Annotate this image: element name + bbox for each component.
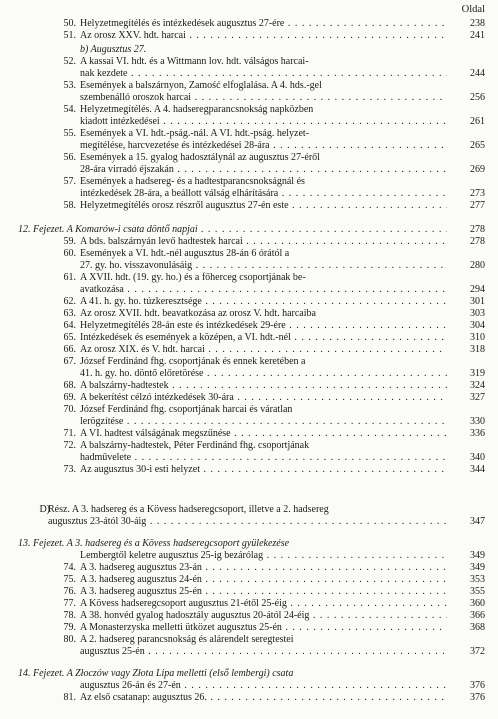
toc-line bbox=[52, 332, 485, 344]
entry-title: A 38. honvéd gyalog hadosztály augusztus 20-ától 24-éig . . . bbox=[80, 610, 447, 622]
page-number: 318 bbox=[470, 344, 485, 355]
entry-number: 68. bbox=[63, 380, 76, 391]
toc-line bbox=[52, 200, 485, 212]
entry-title: hadművelete . . . bbox=[80, 452, 447, 464]
entry-title: Események a VI. hdt.-pság.-nál. A VI. hdt.-pság. helyzet- bbox=[80, 128, 310, 139]
toc-line bbox=[52, 176, 485, 188]
page-number: 241 bbox=[470, 30, 485, 41]
toc-line bbox=[52, 140, 485, 152]
page-number: 280 bbox=[470, 260, 485, 271]
entry-number: 61. bbox=[63, 272, 76, 283]
entry-number: 70. bbox=[63, 404, 76, 415]
page-number: 265 bbox=[470, 140, 485, 151]
toc-line bbox=[52, 464, 485, 476]
entry-title: Helyzetmegítélés orosz részről augusztus 27-én este . . . bbox=[80, 200, 447, 212]
page-number: 355 bbox=[470, 586, 485, 597]
entry-number: 58. bbox=[63, 200, 76, 211]
toc-line bbox=[52, 622, 485, 634]
page-number: 303 bbox=[470, 308, 485, 319]
page-number: 360 bbox=[470, 598, 485, 609]
entry-title: A 3. hadsereg augusztus 23-án . . . bbox=[80, 562, 447, 574]
entry-number: 64. bbox=[63, 320, 76, 331]
entry-title: augusztus 26-án és 27-én . . . bbox=[80, 680, 447, 692]
entry-number: 76. bbox=[63, 586, 76, 597]
entry-title: A kassai VI. hdt. és a Wittmann lov. hdt. válságos harcai- bbox=[80, 56, 309, 67]
entry-title: b) Augusztus 27. bbox=[80, 44, 147, 55]
toc-line bbox=[52, 104, 485, 116]
entry-number: D) bbox=[39, 504, 50, 515]
entry-title: József Ferdinánd fhg. csoportjának harcai és váratlan bbox=[80, 404, 293, 415]
entry-title: A 3. hadsereg augusztus 25-én . . . bbox=[80, 586, 447, 598]
entry-number: 79. bbox=[63, 622, 76, 633]
entry-title: A Monasterzyska melletti ütközet augusztus 25-én . . . bbox=[80, 622, 447, 634]
toc-line bbox=[52, 320, 485, 332]
page-number: 304 bbox=[470, 320, 485, 331]
entry-title: Események a VI. hdt.-nél augusztus 28-án 6 órától a bbox=[80, 248, 290, 259]
page-number: 349 bbox=[470, 562, 485, 573]
entry-title: Rész. A 3. hadsereg és a Kövess hadseregcsoport, illetve a 2. hadsereg bbox=[48, 504, 329, 515]
page-number: 238 bbox=[470, 18, 485, 29]
entry-number: 52. bbox=[63, 56, 76, 67]
toc-line bbox=[52, 164, 485, 176]
entry-number: 66. bbox=[63, 344, 76, 355]
entry-number: 63. bbox=[63, 308, 76, 319]
page-number: 327 bbox=[470, 392, 485, 403]
page-number: 278 bbox=[470, 236, 485, 247]
entry-number: 69. bbox=[63, 392, 76, 403]
entry-title: kiadott intézkedései . . . bbox=[80, 116, 447, 128]
toc-line bbox=[52, 562, 485, 574]
entry-title: lerögzítése . . . bbox=[80, 416, 447, 428]
toc-line bbox=[52, 308, 485, 320]
entry-title: Az első csatanap: augusztus 26. . . . bbox=[80, 692, 447, 704]
toc-line bbox=[52, 30, 485, 42]
page-number: 366 bbox=[470, 610, 485, 621]
entry-number: 73. bbox=[63, 464, 76, 475]
entry-number: 56. bbox=[63, 152, 76, 163]
toc-line bbox=[52, 440, 485, 452]
entry-number: 67. bbox=[63, 356, 76, 367]
toc-line bbox=[26, 516, 485, 528]
entry-number: 81. bbox=[63, 692, 76, 703]
page-number: 349 bbox=[470, 550, 485, 561]
page-number: 376 bbox=[470, 692, 485, 703]
entry-title: Helyzetmegítélés 28-án este és intézkedések 29-ére . . . bbox=[80, 320, 447, 332]
entry-title: A XVII. hdt. (19. gy. ho.) és a főherceg csoportjának be- bbox=[80, 272, 306, 283]
page-number: 353 bbox=[470, 574, 485, 585]
toc-line bbox=[52, 452, 485, 464]
entry-title: Lembergtől keletre augusztus 25-ig bezárólag . . . bbox=[80, 550, 447, 562]
toc-line bbox=[52, 44, 485, 56]
toc-line bbox=[18, 224, 485, 236]
toc-line bbox=[52, 634, 485, 646]
entry-title: Az augusztus 30-i esti helyzet . . . bbox=[80, 464, 447, 476]
toc-line bbox=[52, 248, 485, 260]
toc-line bbox=[52, 428, 485, 440]
entry-title: A bekerítést célzó intézkedések 30-ára . . . bbox=[80, 392, 447, 404]
page-number: 319 bbox=[470, 368, 485, 379]
toc-line bbox=[52, 68, 485, 80]
toc-line bbox=[52, 128, 485, 140]
entry-title: 28-ára virradó éjszakán . . . bbox=[80, 164, 447, 176]
toc-line bbox=[52, 344, 485, 356]
entry-title: Helyzetmegítélés. A 4. hadseregparancsnokság napközben bbox=[80, 104, 314, 115]
entry-title: 27. gy. ho. visszavonulásáig . . . bbox=[80, 260, 447, 272]
entry-number: 59. bbox=[63, 236, 76, 247]
entry-title: megítélése, harcvezetése és intézkedései 28-ára . . . bbox=[80, 140, 447, 152]
entry-title: 13. Fejezet. A 3. hadsereg és a Kövess hadseregcsoport gyülekezése bbox=[18, 538, 290, 549]
page-number: 273 bbox=[470, 188, 485, 199]
entry-title: avatkozása . . . bbox=[80, 284, 447, 296]
entry-number: 75. bbox=[63, 574, 76, 585]
toc-line bbox=[18, 668, 485, 680]
page-number: 347 bbox=[470, 516, 485, 527]
entry-number: 57. bbox=[63, 176, 76, 187]
toc-line bbox=[52, 92, 485, 104]
entry-title: A VI. hadtest válságának megszűnése . . . bbox=[80, 428, 447, 440]
entry-title: József Ferdinánd fhg. csoportjának és ennek keretében a bbox=[80, 356, 306, 367]
entry-number: 62. bbox=[63, 296, 76, 307]
entry-number: 72. bbox=[63, 440, 76, 451]
entry-number: 55. bbox=[63, 128, 76, 139]
toc-line bbox=[26, 504, 485, 516]
entry-title: Az orosz XIX. és V. hdt. harcai . . . bbox=[80, 344, 447, 356]
entry-number: 53. bbox=[63, 80, 76, 91]
entry-number: 80. bbox=[63, 634, 76, 645]
toc-line bbox=[52, 80, 485, 92]
entry-title: augusztus 23-ától 30-áig . . . bbox=[48, 516, 447, 528]
toc-line bbox=[52, 284, 485, 296]
entry-title: szembenálló oroszok harcai . . . bbox=[80, 92, 447, 104]
toc-line bbox=[52, 296, 485, 308]
entry-title: Intézkedések és események a középen, a VI. hdt.-nél . . . bbox=[80, 332, 447, 344]
entry-title: A 41. h. gy. ho. túzkeresztsége . . . bbox=[80, 296, 447, 308]
toc-line bbox=[52, 368, 485, 380]
toc-line bbox=[52, 680, 485, 692]
entry-title: 41. h. gy. ho. döntő előretörése . . . bbox=[80, 368, 447, 380]
page-number: 330 bbox=[470, 416, 485, 427]
toc-line bbox=[52, 56, 485, 68]
page-number: 376 bbox=[470, 680, 485, 691]
page-column-header: Oldal bbox=[461, 4, 485, 15]
toc-line bbox=[52, 392, 485, 404]
entry-title: A balszárny-hadtestek, Péter Ferdinánd fhg. csoportjának bbox=[80, 440, 310, 451]
page-number: 324 bbox=[470, 380, 485, 391]
page-number: 269 bbox=[470, 164, 485, 175]
page-number: 244 bbox=[470, 68, 485, 79]
page-number: 294 bbox=[470, 284, 485, 295]
toc-line bbox=[52, 610, 485, 622]
page-number: 310 bbox=[470, 332, 485, 343]
page-number: 372 bbox=[470, 646, 485, 657]
toc-line bbox=[52, 272, 485, 284]
entry-number: 50. bbox=[63, 18, 76, 29]
entry-title: Események a 15. gyalog hadosztálynál az augusztus 27-éről bbox=[80, 152, 320, 163]
entry-number: 65. bbox=[63, 332, 76, 343]
entry-title: A 3. hadsereg augusztus 24-én . . . bbox=[80, 574, 447, 586]
toc-line bbox=[52, 550, 485, 562]
entry-number: 51. bbox=[63, 30, 76, 41]
toc-line bbox=[52, 260, 485, 272]
toc-line bbox=[18, 538, 485, 550]
toc-line bbox=[52, 692, 485, 704]
page-number: 261 bbox=[470, 116, 485, 127]
entry-title: Események a balszárnyon, Zamość elfoglalása. A 4. hds.-gel bbox=[80, 80, 322, 91]
entry-title: A 2. hadsereg parancsnokság és alárendelt seregtestei bbox=[80, 634, 294, 645]
toc-line bbox=[52, 18, 485, 30]
toc-line bbox=[52, 356, 485, 368]
page-number: 301 bbox=[470, 296, 485, 307]
entry-title: 12. Fejezet. A Komarów-i csata döntő napjai . . . bbox=[18, 224, 447, 236]
page-number: 336 bbox=[470, 428, 485, 439]
entry-number: 74. bbox=[63, 562, 76, 573]
toc-line bbox=[52, 598, 485, 610]
page-number: 340 bbox=[470, 452, 485, 463]
entry-title: Helyzetmegítélés és intézkedések augusztus 27-ére . . . bbox=[80, 18, 447, 30]
page-number: 368 bbox=[470, 622, 485, 633]
toc-line bbox=[52, 236, 485, 248]
page-number: 344 bbox=[470, 464, 485, 475]
page-number: 277 bbox=[470, 200, 485, 211]
entry-number: 60. bbox=[63, 248, 76, 259]
entry-title: nak kezdete . . . bbox=[80, 68, 447, 80]
entry-title: augusztus 25-én . . . bbox=[80, 646, 447, 658]
toc-line bbox=[52, 646, 485, 658]
toc-line bbox=[52, 380, 485, 392]
page-number: 256 bbox=[470, 92, 485, 103]
toc-line bbox=[52, 416, 485, 428]
toc-line bbox=[52, 116, 485, 128]
entry-number: 78. bbox=[63, 610, 76, 621]
toc-line bbox=[52, 574, 485, 586]
entry-title: A balszárny-hadtestek . . . bbox=[80, 380, 447, 392]
entry-title: 14. Fejezet. A Złoczów vagy Złota Lipa melletti (első lembergi) csata bbox=[18, 668, 294, 679]
entry-number: 71. bbox=[63, 428, 76, 439]
toc-line bbox=[52, 152, 485, 164]
entry-number: 77. bbox=[63, 598, 76, 609]
entry-title: intézkedések 28-ára, a beállott válság elhárítására . . . bbox=[80, 188, 447, 200]
toc-line bbox=[52, 586, 485, 598]
page-number: 278 bbox=[470, 224, 485, 235]
entry-title: A Kövess hadseregcsoport augusztus 21-étől 25-éig . . . bbox=[80, 598, 447, 610]
entry-title: A bds. balszárnyán levő hadtestek harcai . . . bbox=[80, 236, 447, 248]
entry-title: Események a hadsereg- és a hadtestparancsnokságnál és bbox=[80, 176, 305, 187]
entry-title: Az orosz XVII. hdt. beavatkozása az orosz V. hdt. harcaiba bbox=[80, 308, 316, 319]
toc-line bbox=[52, 188, 485, 200]
entry-title: Az orosz XXV. hdt. harcai . . . bbox=[80, 30, 447, 42]
entry-number: 54. bbox=[63, 104, 76, 115]
toc-line bbox=[52, 404, 485, 416]
